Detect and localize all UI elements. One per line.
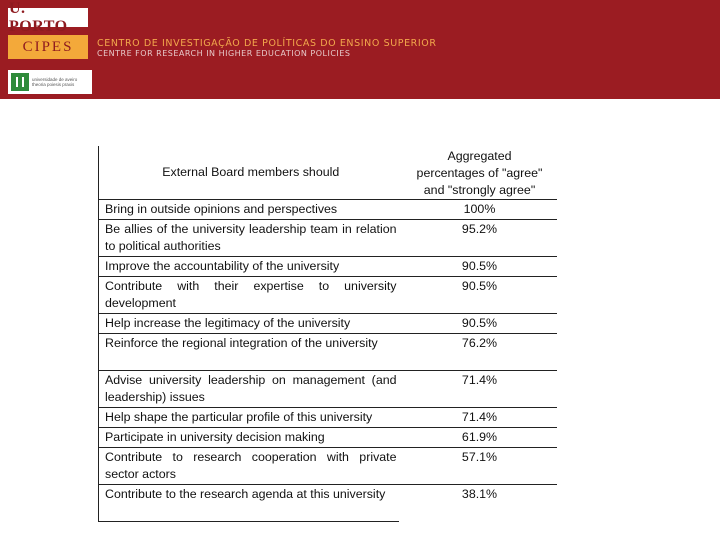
cipes-logo[interactable]: CIPES (8, 35, 88, 59)
percentage-cell: 90.5% (399, 314, 557, 334)
percentage-cell: 61.9% (399, 428, 557, 448)
percentage-cell: 95.2% (399, 220, 557, 257)
statement-cell: Improve the accountability of the university (99, 257, 399, 277)
table-row (99, 257, 557, 277)
percentage-column-header (399, 146, 557, 200)
statement-cell: Contribute with their expertise to university development (99, 277, 399, 314)
percentage-cell: 71.4% (399, 371, 557, 408)
statement-column-header: External Board members should (99, 146, 399, 200)
percentage-cell: 76.2% (399, 334, 557, 371)
percentage-cell: 38.1% (399, 485, 557, 522)
statement-cell: Help shape the particular profile of this university (99, 408, 399, 428)
table-row (99, 448, 557, 485)
table-header-row (99, 146, 557, 200)
statement-cell: Be allies of the university leadership team in relation to political authorities (99, 220, 399, 257)
table-row (99, 371, 557, 408)
percentage-header-line: percentages of "agree" (416, 166, 543, 180)
percentage-cell: 90.5% (399, 277, 557, 314)
statement-cell: Contribute to research cooperation with private sector actors (99, 448, 399, 485)
aveiro-logo-line1: universidade de aveiro (32, 77, 78, 82)
table-row (99, 277, 557, 314)
percentage-cell: 57.1% (399, 448, 557, 485)
aveiro-emblem-icon (11, 73, 29, 91)
percentage-cell: 90.5% (399, 257, 557, 277)
statement-cell: Participate in university decision making (99, 428, 399, 448)
center-title: CENTRO DE INVESTIGAÇÃO DE POLÍTICAS DO ENSINO SUPERIOR (97, 38, 437, 49)
table-row (99, 408, 557, 428)
table-row (99, 334, 557, 371)
table-row (99, 314, 557, 334)
statement-cell: Help increase the legitimacy of the university (99, 314, 399, 334)
table-row (99, 428, 557, 448)
aveiro-logo-line2: theoria poiesis praxis (32, 82, 75, 87)
table-row (99, 220, 557, 257)
percentage-header-line: and "strongly agree" (423, 183, 536, 197)
statement-cell: Reinforce the regional integration of the university (99, 334, 399, 371)
percentage-cell: 100% (399, 200, 557, 220)
center-subtitle: CENTRE FOR RESEARCH IN HIGHER EDUCATION POLICIES (97, 49, 351, 58)
table-row (99, 200, 557, 220)
statement-cell: Advise university leadership on management (and leadership) issues (99, 371, 399, 408)
aveiro-logo[interactable] (8, 70, 92, 94)
percentage-header-line: Aggregated (447, 149, 512, 163)
percentage-cell: 71.4% (399, 408, 557, 428)
statement-cell: Bring in outside opinions and perspectives (99, 200, 399, 220)
survey-results-table (98, 146, 557, 522)
header-banner (0, 0, 720, 99)
table-row (99, 485, 557, 522)
statement-cell: Contribute to the research agenda at this university (99, 485, 399, 522)
uporto-logo[interactable]: U. PORTO (8, 8, 88, 27)
